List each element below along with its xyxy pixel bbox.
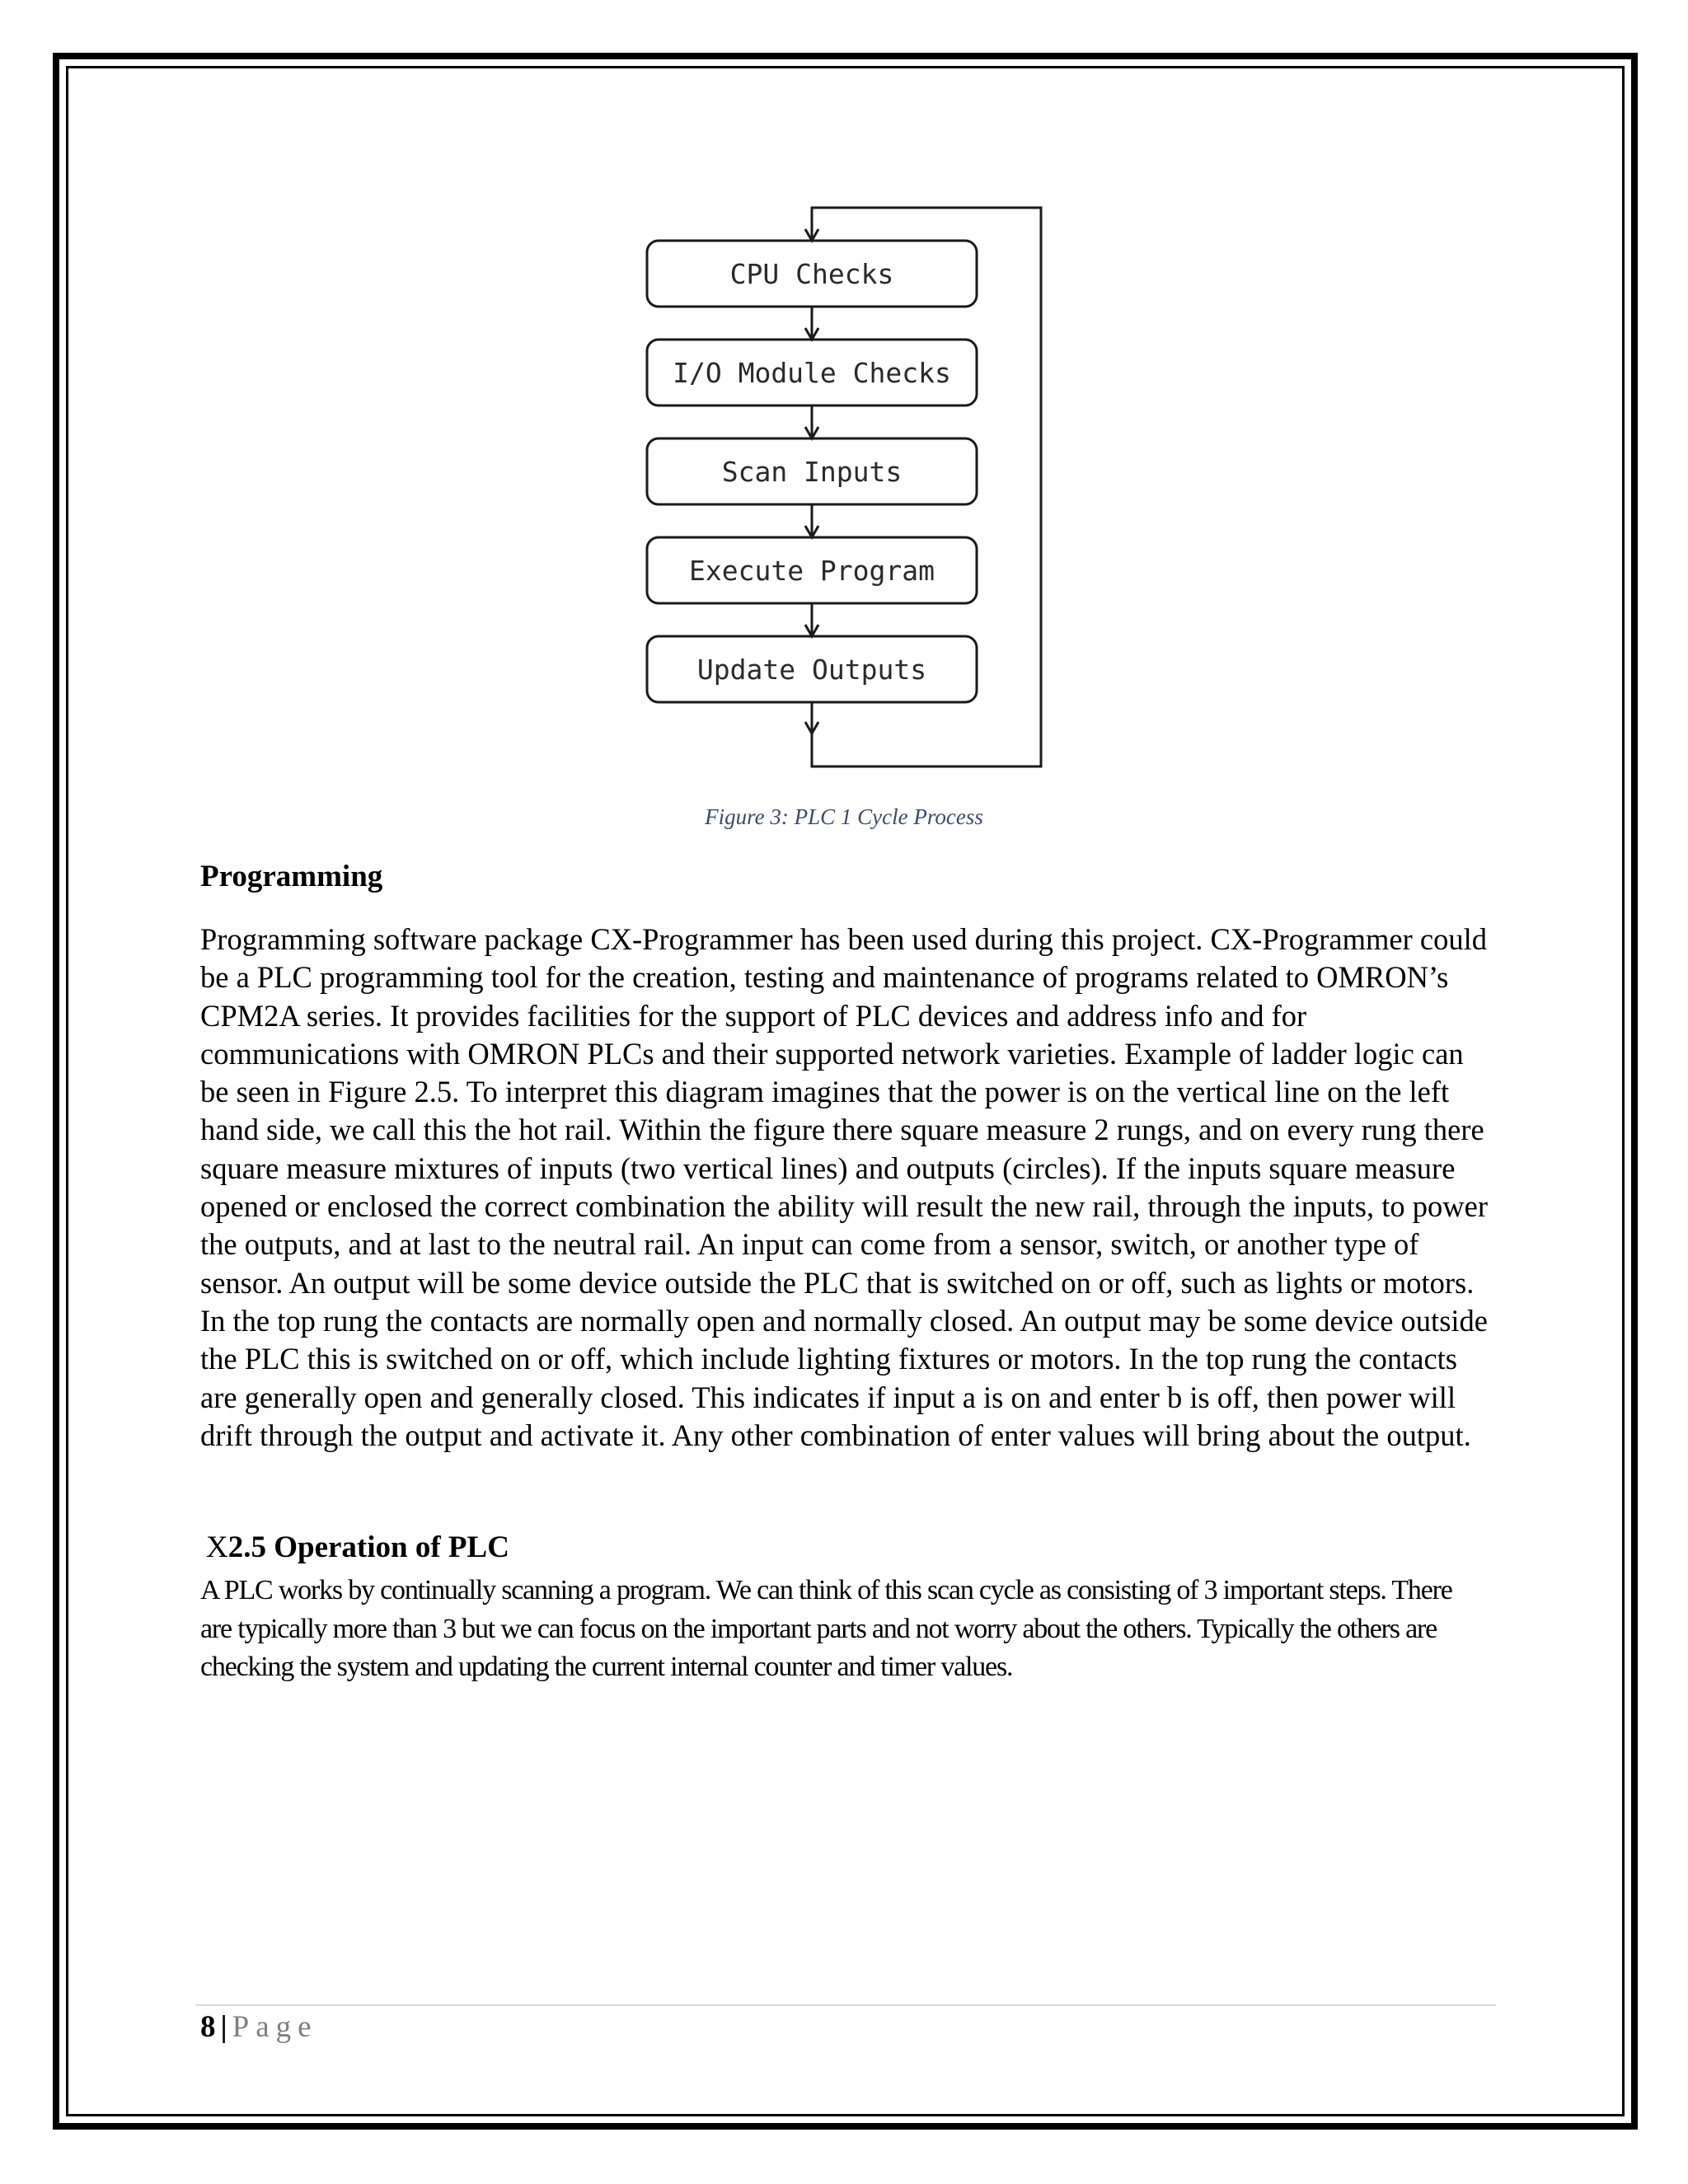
step-label-execute-program: Execute Program <box>688 555 935 587</box>
section-heading-operation <box>206 1530 509 1565</box>
step-label-cpu-checks: CPU Checks <box>729 258 894 290</box>
step-label-update-outputs: Update Outputs <box>696 654 927 686</box>
page-footer <box>200 2009 318 2045</box>
plc-cycle-flowchart <box>626 198 1071 775</box>
step-label-scan-inputs: Scan Inputs <box>721 456 903 488</box>
step-label-io-module-checks: I/O Module Checks <box>673 357 951 389</box>
figure-caption: Figure 3: PLC 1 Cycle Process <box>705 804 983 829</box>
page-label: Page <box>232 2010 318 2044</box>
page-number: 8 <box>200 2010 216 2044</box>
footer-separator: | <box>220 2010 227 2044</box>
heading-title: 2.5 Operation of PLC <box>227 1530 509 1564</box>
heading-prefix: X <box>206 1530 228 1564</box>
programming-paragraph: Programming software package CX-Programmer has been used during this project. CX-Programmer could be a PLC programming tool for the creation, testing and maintenance of programs related to OMRON’s CPM2A series. It provides facilities for the support of PLC devices and address info and for communications with OMRON PLCs and their supported network varieties. Example of ladder logic can be seen in Figure 2.5. To interpret this diagram imagines that the power is on the vertical line on the left hand side, we call this the hot rail. Within the figure there square measure 2 rungs, and on every rung there square measure mixtures of inputs (two vertical lines) and outputs (circles). If the inputs square measure opened or enclosed the correct combination the ability will result the new rail, through the inputs, to power the outputs, and at last to the neutral rail. An input can come from a sensor, switch, or another type of sensor. An output will be some device outside the PLC that is switched on or off, such as lights or motors. In the top rung the contacts are normally open and normally closed. An output may be some device outside the PLC this is switched on or off, which include lighting fixtures or motors. In the top rung the contacts are generally open and generally closed. This indicates if input a is on and enter b is off, then power will drift through the output and activate it. Any other combination of enter values will bring about the output. <box>200 922 1488 1452</box>
section-heading-programming: Programming <box>200 860 383 893</box>
footer-divider <box>195 2004 1496 2006</box>
operation-paragraph: A PLC works by continually scanning a program. We can think of this scan cycle as consisting of 3 important steps. There are typically more than 3 but we can focus on the important parts and not worry about the others. Typically the others are checking the system and updating the current internal counter and timer values. <box>200 1575 1452 1682</box>
